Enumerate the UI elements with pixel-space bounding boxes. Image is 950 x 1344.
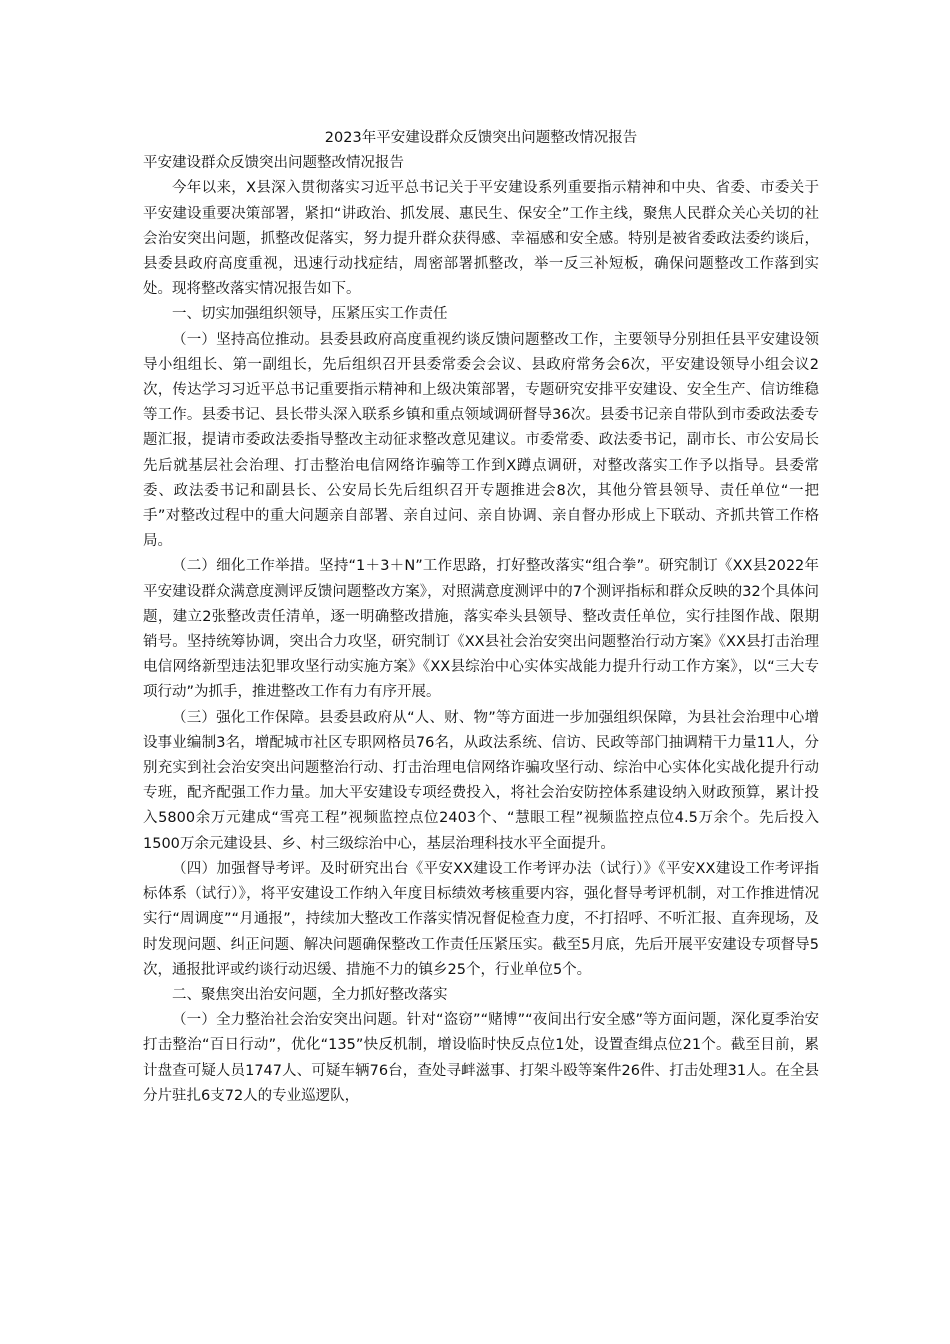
section-1-paragraph-3: （三）强化工作保障。县委县政府从“人、财、物”等方面进一步加强组织保障，为县社会治理中心增设事业编制3名，增配城市社区专职网格员76名，从政法系统、信访、民政等部门抽调精干力量11人，分别充实到社会治安突出问题整治行动、打击治理电信网络诈骗攻坚行动、综治中心实体化实战化提升行动专班，配齐配强工作力量。加大平安建设专项经费投入，将社会治安防控体系建设纳入财政预算，累计投入5800余万元建成“雪亮工程”视频监控点位2403个、“慧眼工程”视频监控点位4.5万余个。先后投入1500万余元建设县、乡、村三级综治中心，基层治理科技水平全面提升。 (143, 709, 819, 852)
section-1-paragraph-1: （一）坚持高位推动。县委县政府高度重视约谈反馈问题整改工作，主要领导分别担任县平安建设领导小组组长、第一副组长，先后组织召开县委常委会会议、县政府常务会6次，平安建设领导小组会议2次，传达学习习近平总书记重要指示精神和上级决策部署，专题研究安排平安建设、安全生产、信访维稳等工作。县委书记、县长带头深入联系乡镇和重点领域调研督导36次。县委书记亲自带队到市委政法委专题汇报，提请市委政法委指导整改主动征求整改意见建议。市委常委、政法委书记，副市长、市公安局长先后就基层社会治理、打击整治电信网络诈骗等工作到X蹲点调研，对整改落实工作予以指导。县委常委、政法委书记和副县长、公安局长先后组织召开专题推进会8次，其他分管县领导、责任单位“一把手”对整改过程中的重大问题亲自部署、亲自过问、亲自协调、亲自督办形成上下联动、齐抓共管工作格局。 (143, 331, 819, 550)
intro-paragraph: 今年以来，X县深入贯彻落实习近平总书记关于平安建设系列重要指示精神和中央、省委、市委关于平安建设重要决策部署，紧扣“讲政治、抓发展、惠民生、保安全”工作主线，聚焦人民群众关心关切的社会治安突出问题，抓整改促落实，努力提升群众获得感、幸福感和安全感。特别是被省委政法委约谈后，县委县政府高度重视，迅速行动找症结，周密部署抓整改，举一反三补短板，确保问题整改工作落到实处。现将整改落实情况报告如下。 (143, 180, 819, 298)
section-1-paragraph-2: （二）细化工作举措。坚持“1＋3＋N”工作思路，打好整改落实“组合拳”。研究制订《XX县2022年平安建设群众满意度测评反馈问题整改方案》，对照满意度测评中的7个测评指标和群众反映的32个具体问题，建立2张整改责任清单，逐一明确整改措施，落实牵头县领导、整改责任单位，实行挂图作战、限期销号。坚持统筹协调，突出合力攻坚，研究制订《XX县社会治安突出问题整治行动方案》《XX县打击治理电信网络新型违法犯罪攻坚行动实施方案》《XX县综治中心实体实战能力提升行动工作方案》，以“三大专项行动”为抓手，推进整改工作有力有序开展。 (143, 558, 819, 701)
document-body (143, 126, 819, 1109)
document-title: 2023年平安建设群众反馈突出问题整改情况报告 (324, 130, 638, 146)
document-subtitle: 平安建设群众反馈突出问题整改情况报告 (143, 155, 404, 172)
section-2-paragraph-1: （一）全力整治社会治安突出问题。针对“盗窃”“赌博”“夜间出行安全感”等方面问题，深化夏季治安打击整治“百日行动”，优化“135”快反机制，增设临时快反点位1处，设置查缉点位21个。截至目前，累计盘查可疑人员1747人、可疑车辆76台，查处寻衅滋事、打架斗殴等案件26件、打击处理31人。在全县分片驻扎6支72人的专业巡逻队， (143, 1012, 819, 1104)
section-1-heading: 一、切实加强组织领导，压紧压实工作责任 (172, 306, 448, 323)
section-2-heading: 二、聚焦突出治安问题，全力抓好整改落实 (172, 986, 448, 1003)
section-1-paragraph-4: （四）加强督导考评。及时研究出台《平安XX建设工作考评办法（试行）》《平安XX建设工作考评指标体系（试行）》，将平安建设工作纳入年度目标绩效考核重要内容，强化督导考评机制，对工作推进情况实行“周调度”“月通报”，持续加大整改工作落实情况督促检查力度，不打招呼、不听汇报、直奔现场，及时发现问题、纠正问题、解决问题确保整改工作责任压紧压实。截至5月底，先后开展平安建设专项督导5次，通报批评或约谈行动迟缓、措施不力的镇乡25个，行业单位5个。 (143, 860, 819, 978)
